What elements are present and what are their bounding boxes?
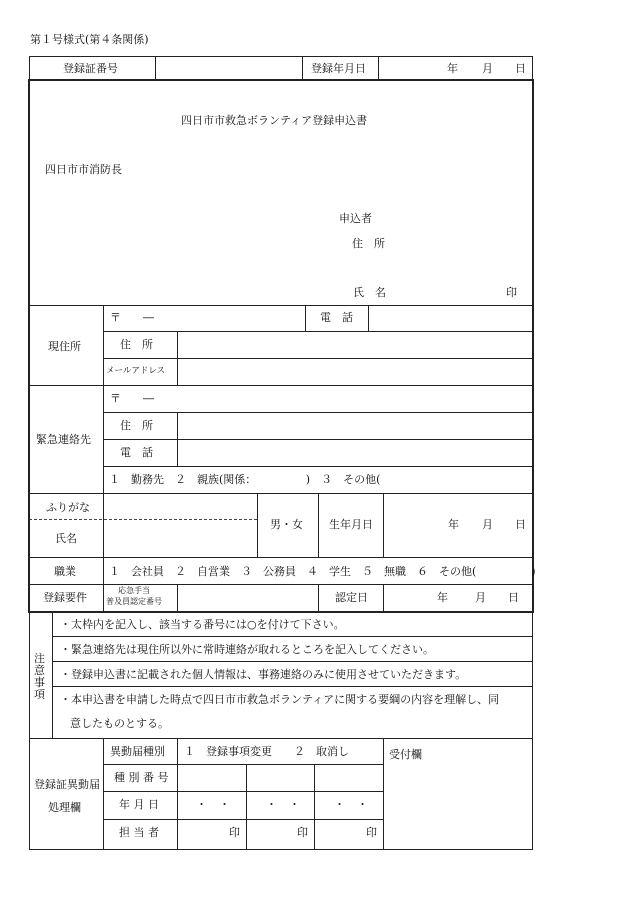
requirement-label: 登録要件 <box>43 591 87 604</box>
line <box>532 56 533 80</box>
emergency-postal[interactable]: 〒 ― <box>110 392 154 405</box>
line <box>318 493 319 557</box>
line <box>29 584 533 585</box>
line <box>52 636 533 637</box>
line <box>52 611 53 738</box>
current-postal[interactable]: 〒 ― <box>110 311 154 324</box>
current-address-label: 現住所 <box>48 340 81 353</box>
applicant-name-label: 氏 名 <box>353 286 386 299</box>
reg-no-label: 登録証番号 <box>63 62 118 75</box>
birth-month: 月 <box>482 518 493 531</box>
birth-label: 生年月日 <box>329 518 373 531</box>
sex-choice[interactable]: 男・女 <box>270 518 303 531</box>
line <box>52 686 533 687</box>
receipt-label: 受付欄 <box>389 748 422 761</box>
note-item: ・太枠内を記入し、該当する番号には○を付けて下さい。 <box>60 618 345 631</box>
staff-seal-1: 印 <box>229 826 240 839</box>
line <box>177 331 178 385</box>
note-item: ・緊急連絡先は現住所以外に常時連絡が取れるところを記入してください。 <box>60 643 434 656</box>
ymd-label: 年 月 日 <box>119 798 159 811</box>
occupation-options[interactable]: １ 会社員 ２ 自営業 ３ 公務員 ４ 学生 ５ 無職 ６ その他( ) <box>109 565 536 578</box>
line <box>103 439 533 440</box>
line <box>52 661 533 662</box>
line <box>29 79 533 81</box>
line <box>29 557 533 558</box>
processing-label-2: 処理欄 <box>48 801 81 814</box>
line <box>177 738 178 849</box>
line <box>103 819 383 820</box>
line <box>368 305 369 331</box>
reg-date-label: 登録年月日 <box>311 62 366 75</box>
line <box>103 412 533 413</box>
form-number: 第１号様式(第４条関係) <box>30 33 149 46</box>
current-phone-label: 電 話 <box>320 311 353 324</box>
line <box>532 79 534 613</box>
occupation-label: 職業 <box>54 565 76 578</box>
line <box>383 493 384 557</box>
emergency-relation: １ 勤務先 ２ 親族(関係： ) ３ その他( <box>109 473 381 486</box>
change-type-label: 異動届種別 <box>110 745 165 758</box>
line <box>103 305 104 611</box>
current-address-sublabel: 住 所 <box>120 338 153 351</box>
processing-label-1: 登録証異動届 <box>34 778 100 791</box>
line <box>103 738 104 849</box>
line <box>246 764 247 849</box>
line <box>103 358 533 359</box>
notes-label-4: 項 <box>34 688 45 701</box>
line <box>28 79 30 613</box>
line <box>305 305 306 331</box>
reg-date-month: 月 <box>482 62 493 75</box>
kind-no-label: 種 別 番 号 <box>114 771 169 784</box>
requirement-sub2: 普及員認定番号 <box>106 597 162 606</box>
line <box>378 56 379 80</box>
line <box>302 56 303 80</box>
line <box>318 584 319 611</box>
line <box>29 56 533 57</box>
line <box>383 738 384 849</box>
applicant-label: 申込者 <box>339 212 372 225</box>
cert-year: 年 <box>437 591 448 604</box>
line <box>314 764 315 849</box>
notes-label-1: 注 <box>34 652 45 665</box>
line <box>103 331 533 332</box>
name-label: 氏名 <box>55 532 77 545</box>
notes-label-3: 事 <box>34 676 45 689</box>
change-type-options[interactable]: １ 登録事項変更 ２ 取消し <box>184 745 349 758</box>
notes-label-2: 意 <box>34 664 45 677</box>
reg-date-year: 年 <box>447 62 458 75</box>
note-item-continued: 意したものとする。 <box>70 717 169 730</box>
line <box>532 611 533 850</box>
staff-label: 担 当 者 <box>119 826 159 839</box>
line <box>29 738 533 739</box>
date-dots-2: ・・ <box>266 798 312 811</box>
note-item: ・本申込書を申請した時点で四日市市救急ボランティアに関する要綱の内容を理解し、同 <box>60 693 500 706</box>
note-item: ・登録申込書に記載された個人情報は、事務連絡のみに使用させていただきます。 <box>60 668 467 681</box>
form-title: 四日市市救急ボランティア登録申込書 <box>181 114 368 127</box>
reg-date-day: 日 <box>515 62 526 75</box>
staff-seal-3: 印 <box>366 826 377 839</box>
line <box>29 56 30 80</box>
applicant-seal: 印 <box>506 286 517 299</box>
cert-month: 月 <box>475 591 486 604</box>
emergency-phone-label: 電 話 <box>120 446 153 459</box>
date-dots-3: ・・ <box>334 798 380 811</box>
line <box>103 466 533 467</box>
cert-date-label: 認定日 <box>335 591 368 604</box>
line <box>155 56 156 80</box>
furigana-divider <box>29 519 257 520</box>
staff-seal-2: 印 <box>297 826 308 839</box>
line <box>103 791 383 792</box>
line <box>383 584 384 611</box>
line <box>29 493 533 494</box>
emergency-label: 緊急連絡先 <box>36 433 91 446</box>
applicant-address-label: 住 所 <box>352 237 385 250</box>
cert-day: 日 <box>508 591 519 604</box>
line <box>177 584 178 611</box>
line <box>257 493 258 557</box>
birth-day: 日 <box>515 518 526 531</box>
furigana-label: ふりがな <box>46 501 90 514</box>
line <box>177 412 178 466</box>
current-email-label: メールアドレス <box>106 366 166 376</box>
emergency-address-label: 住 所 <box>120 419 153 432</box>
line <box>29 611 533 613</box>
addressee: 四日市市消防長 <box>45 163 122 176</box>
birth-year: 年 <box>448 518 459 531</box>
requirement-sub1: 応急手当 <box>118 586 150 595</box>
line <box>29 305 533 306</box>
line <box>29 611 30 850</box>
line <box>29 849 533 850</box>
line <box>103 764 383 765</box>
line <box>29 385 533 386</box>
date-dots-1: ・・ <box>196 798 242 811</box>
